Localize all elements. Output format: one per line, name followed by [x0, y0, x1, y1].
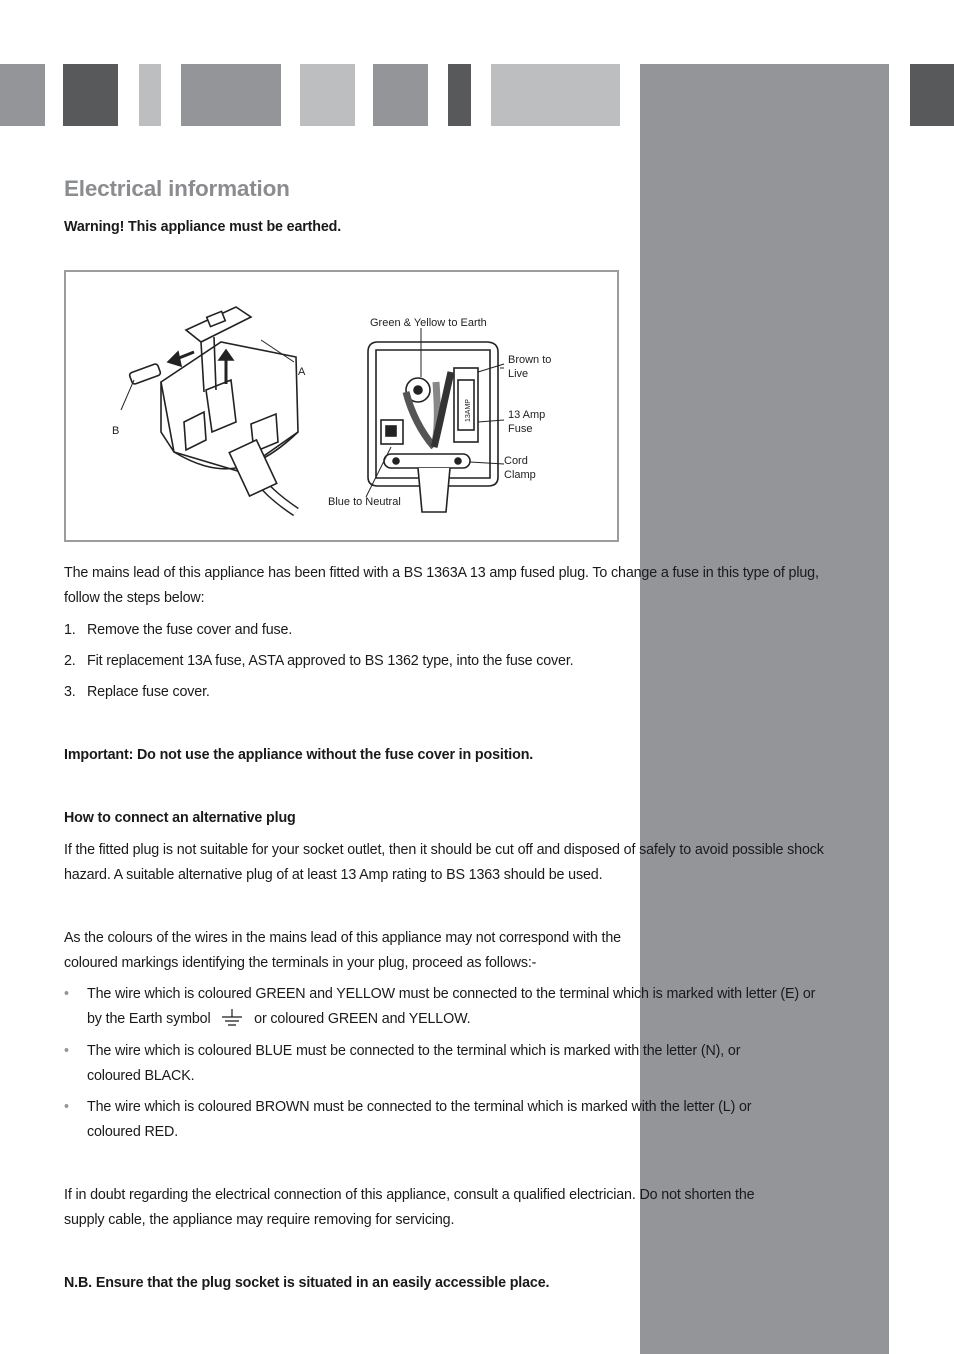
alt-plug-line-1: If the fitted plug is not suitable for your socket outlet, then it should be cut off and disposed of safely to avoid possible shock	[64, 842, 824, 858]
step-text: Fit replacement 13A fuse, ASTA approved to BS 1362 type, into the fuse cover.	[87, 653, 574, 669]
intro-line-2: follow the steps below:	[64, 590, 205, 606]
bullet-line: The wire which is coloured GREEN and YELLOW must be connected to the terminal which is marked with letter (E) or	[87, 986, 816, 1002]
plug-interior-drawing	[366, 328, 504, 512]
step-text: Remove the fuse cover and fuse.	[87, 622, 293, 638]
page-title: Electrical information	[64, 176, 290, 201]
bullet-line: coloured RED.	[87, 1124, 179, 1140]
label-live-2: Live	[508, 368, 529, 380]
step-number: 2.	[64, 653, 76, 669]
header-block	[181, 64, 281, 126]
label-fuse-1: 13 Amp	[508, 409, 546, 421]
bullet-icon: •	[64, 1099, 69, 1115]
plug-body-drawing	[121, 307, 298, 512]
bullet-line: or coloured GREEN and YELLOW.	[254, 1011, 471, 1027]
doubt-line-1: If in doubt regarding the electrical connection of this appliance, consult a qualified electrician. Do not shorten the	[64, 1187, 755, 1203]
label-clamp-1: Cord	[504, 455, 528, 467]
header-block	[491, 64, 620, 126]
warning-text: Warning! This appliance must be earthed.	[64, 219, 342, 235]
label-clamp-2: Clamp	[504, 469, 536, 481]
plug-diagram	[64, 270, 619, 542]
important-notice: Important: Do not use the appliance without the fuse cover in position.	[64, 747, 534, 763]
fuse-marking: 13AMP	[465, 399, 472, 422]
intro-line-1: The mains lead of this appliance has been fitted with a BS 1363A 13 amp fused plug. To change a fuse in this type of plug,	[64, 565, 819, 581]
bullet-line: by the Earth symbol	[87, 1011, 211, 1027]
header-block	[0, 64, 45, 126]
label-live-1: Brown to	[508, 354, 552, 366]
earth-symbol-icon	[218, 1009, 246, 1027]
label-earth: Green & Yellow to Earth	[370, 317, 487, 329]
header-block	[373, 64, 428, 126]
doubt-line-2: supply cable, the appliance may require removing for servicing.	[64, 1212, 455, 1228]
label-a: A	[298, 366, 306, 378]
bullet-line: The wire which is coloured BLUE must be connected to the terminal which is marked with the letter (N), or	[87, 1043, 741, 1059]
alt-plug-line-2: hazard. A suitable alternative plug of at least 13 Amp rating to BS 1363 should be used.	[64, 867, 603, 883]
nb-notice: N.B. Ensure that the plug socket is situated in an easily accessible place.	[64, 1275, 550, 1291]
bullet-line: The wire which is coloured BROWN must be connected to the terminal which is marked with the letter (L) or	[87, 1099, 752, 1115]
label-fuse-2: Fuse	[508, 423, 533, 435]
step-number: 3.	[64, 684, 76, 700]
section-heading: How to connect an alternative plug	[64, 810, 296, 826]
step-text: Replace fuse cover.	[87, 684, 210, 700]
header-block	[448, 64, 471, 126]
step-number: 1.	[64, 622, 76, 638]
label-neutral: Blue to Neutral	[328, 496, 401, 508]
plug-illustration	[66, 272, 617, 540]
header-block	[63, 64, 118, 126]
bullet-line: coloured BLACK.	[87, 1068, 195, 1084]
bullet-icon: •	[64, 986, 69, 1002]
colours-line-2: coloured markings identifying the terminals in your plug, proceed as follows:-	[64, 955, 537, 971]
bullet-icon: •	[64, 1043, 69, 1059]
header-block	[300, 64, 355, 126]
header-block	[139, 64, 161, 126]
side-panel	[640, 64, 889, 1354]
header-block	[910, 64, 954, 126]
label-b: B	[112, 425, 120, 437]
colours-line-1: As the colours of the wires in the mains lead of this appliance may not correspond with the	[64, 930, 621, 946]
